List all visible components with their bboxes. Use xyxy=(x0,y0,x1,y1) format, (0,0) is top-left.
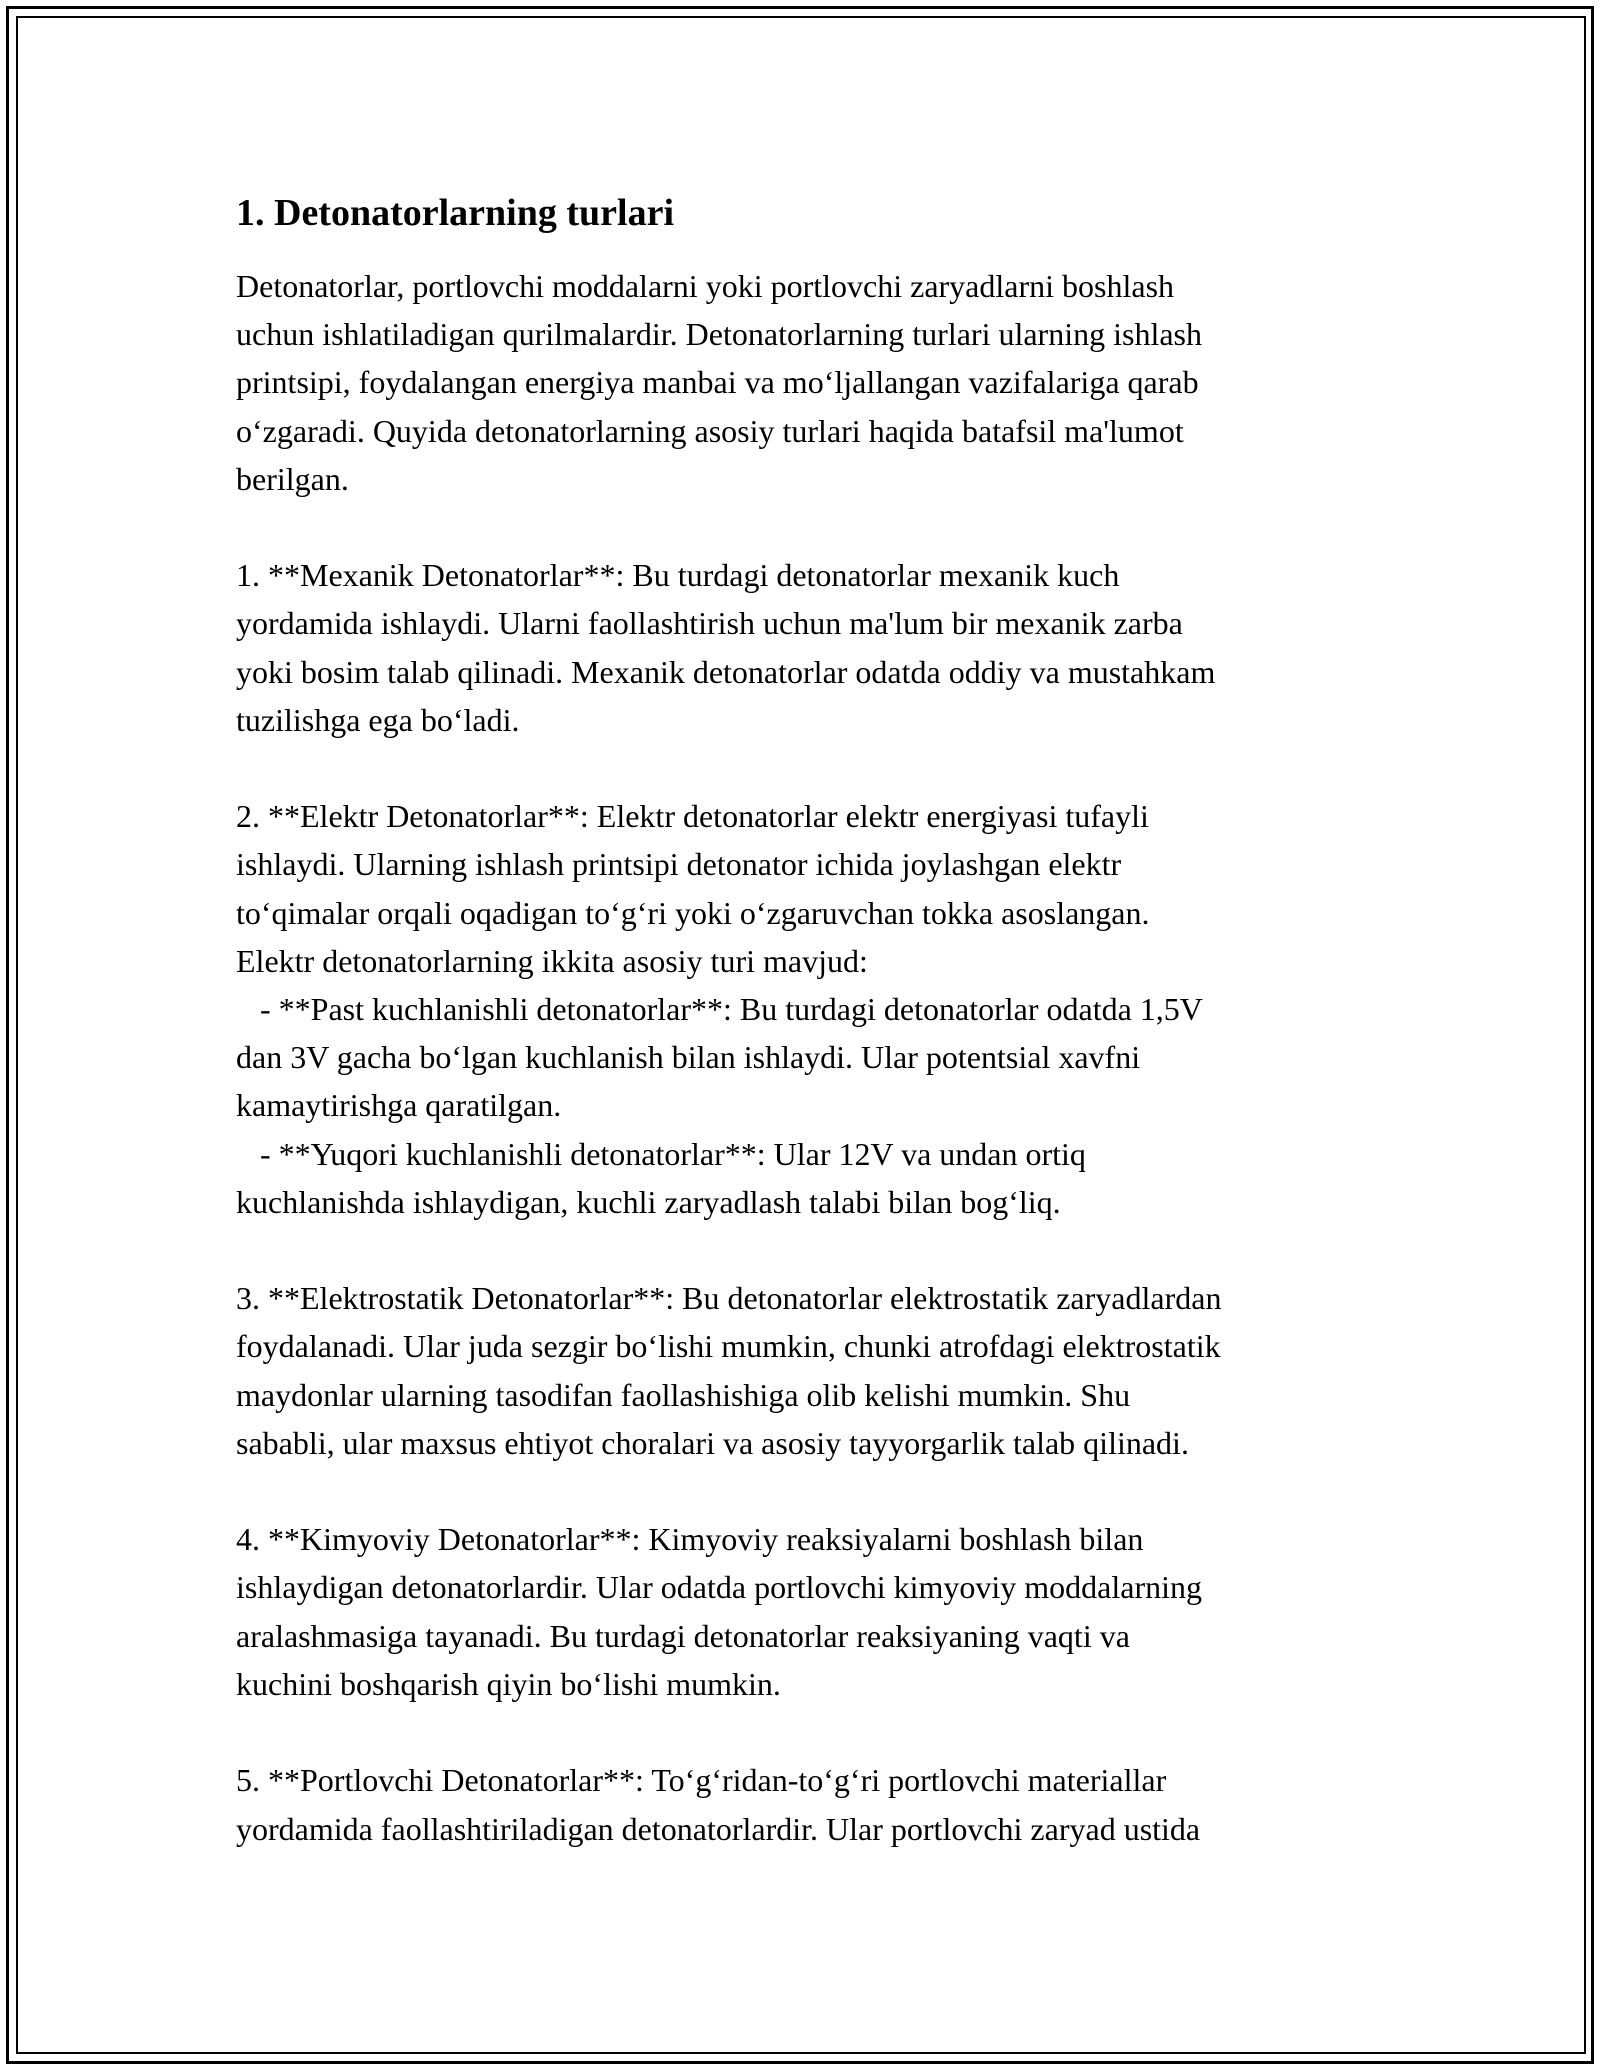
body-text: Detonatorlar, portlovchi moddalarni yoki portlovchi zaryadlarni boshlash uchun ishlatiladigan qurilmalardir. Detonatorlarning turlari ularning ishlash printsipi, foydalangan energiya manbai va moʻljallangan vazifalariga qarab oʻzgaradi. Quyida detonatorlarning asosiy turlari haqida batafsil ma'lumot berilgan. 1. **Mexanik Detonatorlar**: Bu turdagi detonatorlar mexanik kuch yordamida ishlaydi. Ularni faollashtirish uchun ma'lum bir mexanik zarba yoki bosim talab qilinadi. Mexanik detonatorlar odatda oddiy va mustahkam tuzilishga ega boʻladi. 2. **Elektr Detonatorlar**: Elektr detonatorlar elektr energiyasi tufayli ishlaydi. Ularning ishlash printsipi detonator ichida joylashgan elektr toʻqimalar orqali oqadigan toʻgʻri yoki oʻzgaruvchan tokka asoslangan. Elektr detonatorlarning ikkita asosiy turi mavjud: - **Past kuchlanishli detonatorlar**: Bu turdagi detonatorlar odatda 1,5V dan 3V gacha boʻlgan kuchlanish bilan ishlaydi. Ular potentsial xavfni kamaytirishga qaratilgan. - **Yuqori kuchlanishli detonatorlar**: Ular 12V va undan ortiq kuchlanishda ishlaydigan, kuchli zaryadlash talabi bilan bogʻliq. 3. **Elektrostatik Detonatorlar**: Bu detonatorlar elektrostatik zaryadlardan foydalanadi. Ular juda sezgir boʻlishi mumkin, chunki atrofdagi elektrostatik maydonlar ularning tasodifan faollashishiga olib kelishi mumkin. Shu sababli, ular maxsus ehtiyot choralari va asosiy tayyorgarlik talab qilinadi. 4. **Kimyoviy Detonatorlar**: Kimyoviy reaksiyalarni boshlash bilan ishlaydigan detonatorlardir. Ular odatda portlovchi kimyoviy moddalarning aralashmasiga tayanadi. Bu turdagi detonatorlar reaksiyaning vaqti va kuchini boshqarish qiyin boʻlishi mumkin. 5. **Portlovchi Detonatorlar**: Toʻgʻridan-toʻgʻri portlovchi materiallar yordamida faollashtiriladigan detonatorlardir. Ular portlovchi zaryad ustida xyxy=(236,268,1222,1847)
page-title: 1. Detonatorlarning turlari xyxy=(236,192,675,234)
document-content xyxy=(236,188,1376,1853)
